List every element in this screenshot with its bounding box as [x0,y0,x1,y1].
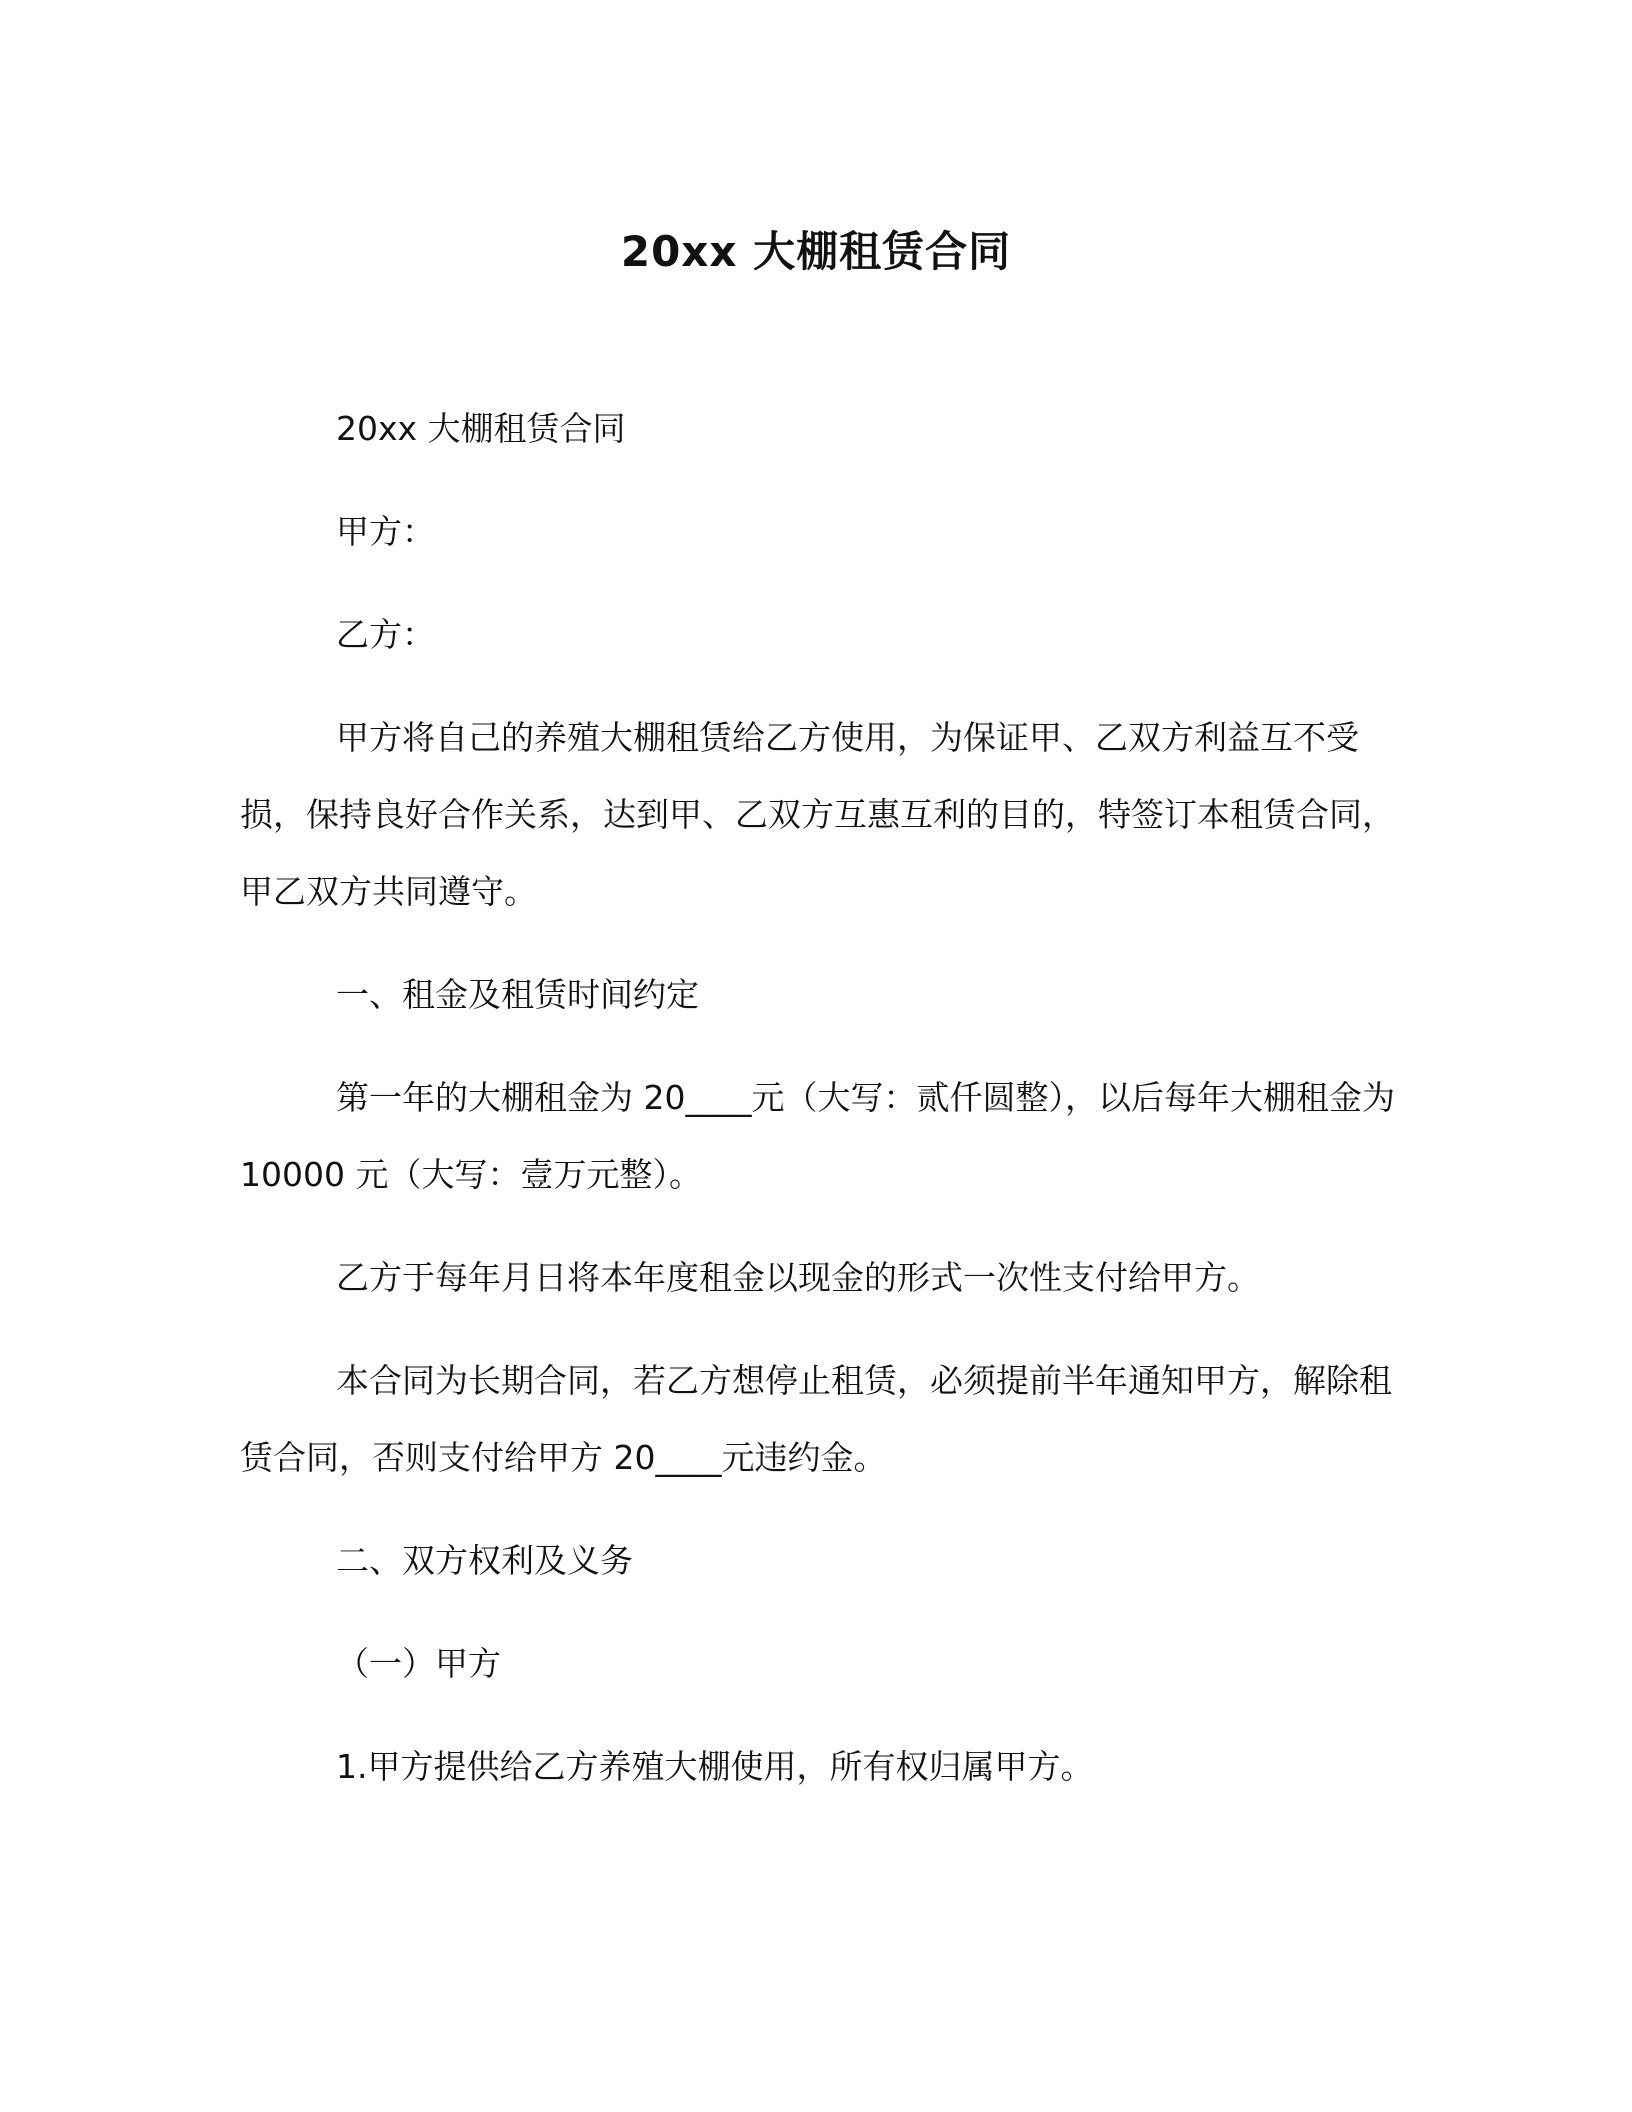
paragraph-heading-repeat: 20xx 大棚租赁合同 [336,409,626,448]
paragraph-party-b: 乙方： [336,615,435,654]
paragraph-party-a: 甲方： [336,512,435,551]
section-heading-rights: 二、双方权利及义务 [336,1541,633,1580]
document-title: 20xx 大棚租赁合同 [620,227,1012,276]
subheading-party-a: （一）甲方 [336,1644,501,1683]
document-body [240,390,1402,1831]
paragraph-payment: 乙方于每年月日将本年度租金以现金的形式一次性支付给甲方。 [336,1258,1260,1297]
paragraph-intro: 甲方将自己的养殖大棚租赁给乙方使用，为保证甲、乙双方利益互不受损，保持良好合作关系，达到甲、乙双方互惠互利的目的，特签订本租赁合同，甲乙双方共同遵守。 [240,718,1395,911]
paragraph-rent-amount: 第一年的大棚租金为 20____元（大写：贰仟圆整），以后每年大棚租金为 10000 元（大写：壹万元整）。 [240,1078,1395,1194]
paragraph-termination: 本合同为长期合同，若乙方想停止租赁，必须提前半年通知甲方，解除租赁合同，否则支付给甲方 20____元违约金。 [240,1361,1392,1477]
section-heading-rent: 一、租金及租赁时间约定 [336,975,699,1014]
paragraph-item-1: 1.甲方提供给乙方养殖大棚使用，所有权归属甲方。 [336,1747,1094,1786]
